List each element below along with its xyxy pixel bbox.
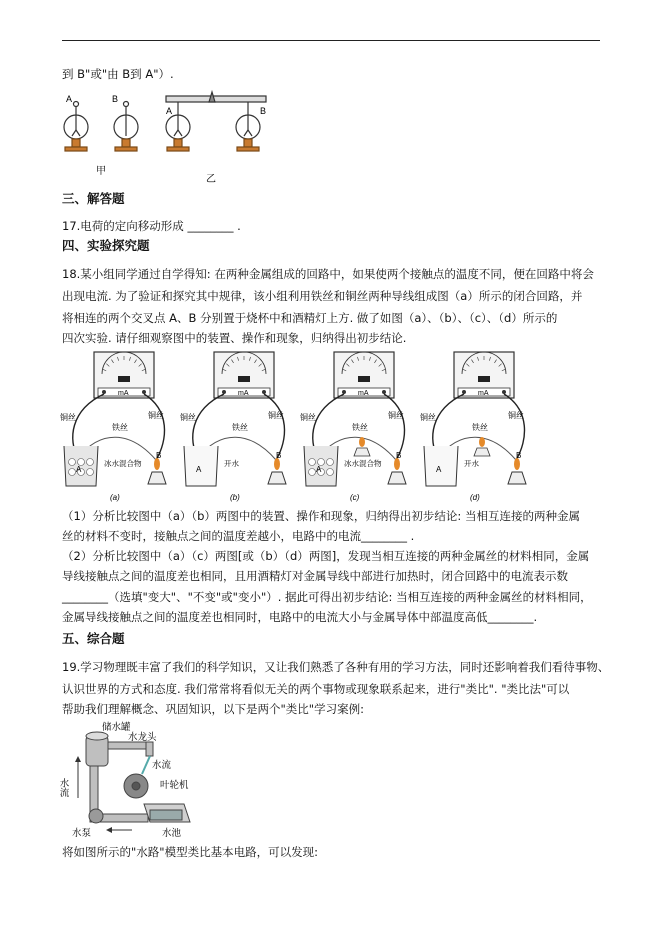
copper-wire-label-left: 铜丝: [420, 413, 436, 422]
question-17: 17.电荷的定向移动形成 ________ .: [62, 219, 241, 233]
q18-part2-line1: （2）分析比较图中（a）（c）两图[或（b）（d）两图]，发现当相互连接的两种金属丝的材料相同，金属: [62, 549, 590, 563]
panel-1: [60, 352, 166, 502]
panel-label: (d): [470, 493, 480, 502]
header-rule: [62, 40, 600, 41]
q18-part1-line1: （1）分析比较图中（a）（b）两图中的装置、操作和现象，归纳得出初步结论: 当相互连接的两种金属: [62, 509, 580, 523]
iron-wire-label: 铁丝: [232, 423, 248, 432]
panel-3: [300, 352, 406, 502]
label-pump: 水泵: [72, 828, 92, 839]
q19-closing-line: 将如图所示的"水路"模型类比基本电路，可以发现:: [62, 845, 318, 859]
label-flow-vertical: 水流: [57, 778, 69, 797]
junction-a-label: A: [196, 465, 202, 474]
beaker-label: 冰水混合物: [344, 459, 382, 468]
thermocouple-panels: [60, 350, 530, 502]
q19-line-1: 19.学习物理既丰富了我们的科学知识，又让我们熟悉了各种有用的学习方法，同时还影响着我们看待事物、: [62, 660, 610, 674]
label-tank: 储水罐: [102, 722, 131, 733]
junction-b-label: B: [396, 451, 402, 460]
junction-a-label: A: [316, 465, 322, 474]
copper-wire-label-right: 铜丝: [148, 411, 164, 420]
water-circuit-figure: [57, 718, 232, 840]
junction-a-label: A: [76, 465, 82, 474]
electroscope-figure: [62, 92, 292, 186]
continued-text: 到 B"或"由 B到 A"）.: [62, 67, 174, 81]
panel-label: (c): [350, 493, 360, 502]
caption-jia: 甲: [96, 166, 106, 177]
junction-b-label: B: [156, 451, 162, 460]
label-a: A: [66, 94, 73, 104]
copper-wire-label-left: 铜丝: [60, 413, 76, 422]
junction-b-label: B: [276, 451, 282, 460]
label-turbine: 叶轮机: [160, 780, 189, 791]
iron-wire-label: 铁丝: [352, 423, 368, 432]
iron-wire-label: 铁丝: [112, 423, 128, 432]
label-pool: 水池: [162, 828, 182, 839]
caption-yi: 乙: [206, 174, 216, 185]
q18-part1-line2: 丝的材料不变时，接触点之间的温度差越小，电路中的电流________ .: [62, 529, 415, 543]
label-b: B: [112, 94, 119, 104]
panel-label: (a): [110, 493, 120, 502]
q19-line-3: 帮助我们理解概念、巩固知识，以下是两个"类比"学习案例:: [62, 702, 364, 716]
copper-wire-label-left: 铜丝: [300, 413, 316, 422]
label-faucet: 水龙头: [128, 732, 157, 743]
junction-b-label: B: [516, 451, 522, 460]
label-flow: 水流: [152, 760, 172, 771]
junction-a-label: A: [436, 465, 442, 474]
panel-label: (b): [230, 493, 240, 502]
beaker-label: 开水: [464, 459, 479, 468]
meter-unit-label: mA: [478, 390, 489, 397]
copper-wire-label-right: 铜丝: [268, 411, 284, 420]
section-heading-5: 五、综合题: [62, 631, 125, 646]
panel-2: [180, 352, 286, 502]
q18-line-2: 出现电流. 为了验证和探究其中规律，该小组利用铁丝和铜丝两种导线组成图（a）所示的闭合回路，并: [62, 289, 583, 303]
q18-line-1: 18.某小组同学通过自学得知: 在两种金属组成的回路中，如果使两个接触点的温度不同，便在回路中将会: [62, 267, 594, 281]
copper-wire-label-left: 铜丝: [180, 413, 196, 422]
section-heading-3: 三、解答题: [62, 191, 125, 206]
q18-part2-line2: 导线接触点之间的温度差也相同，且用酒精灯对金属导线中部进行加热时，闭合回路中的电流表示数: [62, 569, 568, 583]
thermocouple-figure: [60, 350, 530, 502]
copper-wire-label-right: 铜丝: [388, 411, 404, 420]
beaker-label: 冰水混合物: [104, 459, 142, 468]
label-b-2: B: [260, 106, 267, 116]
meter-unit-label: mA: [358, 390, 369, 397]
panel-4: [420, 352, 526, 502]
copper-wire-label-right: 铜丝: [508, 411, 524, 420]
q18-part2-line4: 金属导线接触点之间的温度差也相同时，电路中的电流大小与金属导体中部温度高低________.: [62, 610, 538, 624]
q18-part2-line3: ________（选填"变大"、"不变"或"变小"）. 据此可得出初步结论: 当相互连接的两种金属丝的材料相同，: [62, 590, 592, 604]
meter-unit-label: mA: [238, 390, 249, 397]
iron-wire-label: 铁丝: [472, 423, 488, 432]
section-heading-4: 四、实验探究题: [62, 238, 150, 253]
beaker-label: 开水: [224, 459, 239, 468]
q18-line-3: 将相连的两个交叉点 A、B 分别置于烧杯中和酒精灯上方. 做了如图（a）、（b）、（c）、（d）所示的: [62, 311, 558, 325]
meter-unit-label: mA: [118, 390, 129, 397]
q19-line-2: 认识世界的方式和态度. 我们常常将看似无关的两个事物或现象联系起来，进行"类比". "类比法"可以: [62, 682, 570, 696]
label-a-2: A: [166, 106, 173, 116]
q18-line-4: 四次实验. 请仔细观察图中的装置、操作和现象，归纳得出初步结论.: [62, 331, 407, 345]
